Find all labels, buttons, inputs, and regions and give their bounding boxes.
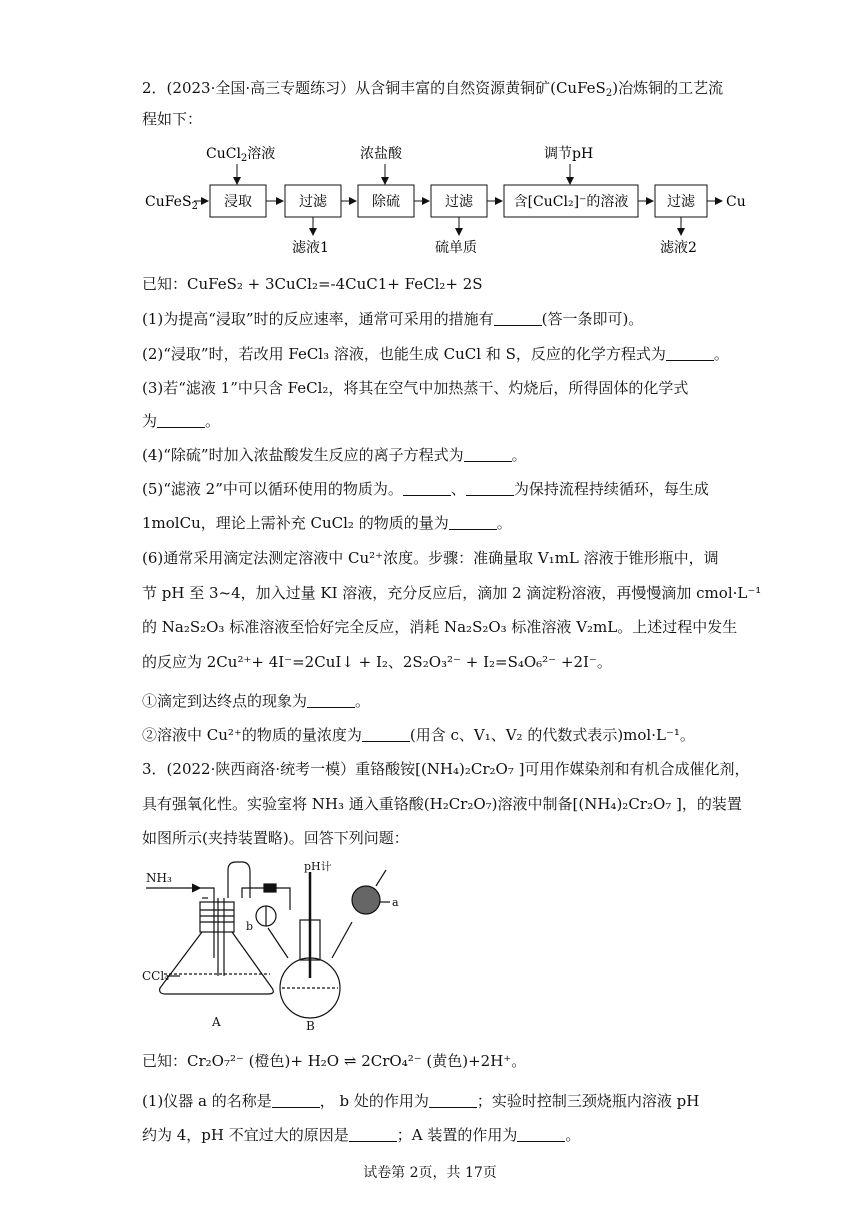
fig-label-a: a xyxy=(392,896,399,909)
q2-header-line1 xyxy=(142,77,723,105)
fig-label-b: b xyxy=(246,920,254,933)
q3-part1-text5: ；A 装置的作用为 xyxy=(396,1126,518,1144)
q2-part4-tail: 。 xyxy=(511,446,527,464)
q2-part2-tail: 。 xyxy=(713,345,729,363)
q2-part7 xyxy=(142,690,370,712)
flow-bottom-filtrate1: 滤液1 xyxy=(292,240,329,256)
q3-part1-text2: ， b 处的作用为 xyxy=(319,1092,429,1110)
q2-part3-text: 为 xyxy=(142,412,158,430)
answer-blank[interactable] xyxy=(666,346,714,361)
q2-part3-tail: 。 xyxy=(205,412,221,430)
q2-header-text: 2．(2023·全国·高三专题练习）从含铜丰富的自然资源黄铜矿(CuFeS xyxy=(142,79,606,97)
fig-label-B: B xyxy=(306,1019,315,1033)
q2-part1 xyxy=(142,308,643,330)
q2-part5-tail2: 。 xyxy=(496,514,512,532)
answer-blank[interactable] xyxy=(157,413,205,428)
fig-label-A: A xyxy=(212,1015,221,1029)
flow-box-solution-label: 含[CuCl₂]⁻的溶液 xyxy=(513,194,629,210)
answer-blank[interactable] xyxy=(517,1127,565,1142)
q3-header-line1: 3．(2022·陕西商洛·统考一模）重铬酸铵[(NH₄)₂Cr₂O₇ ]可用作媒染剂和有机合成催化剂， xyxy=(142,760,750,778)
flow-top-cucl2: CuCl$_2$溶液 xyxy=(206,146,276,164)
answer-blank[interactable] xyxy=(349,1127,397,1142)
q3-header-line3: 如图所示(夹持装置略)。回答下列问题： xyxy=(142,829,409,847)
fig-label-ph: pH计 xyxy=(304,860,332,873)
q2-part7-text: ①滴定到达终点的现象为 xyxy=(142,692,308,710)
answer-blank[interactable] xyxy=(307,693,355,708)
q2-part5-sep: 、 xyxy=(450,480,466,498)
answer-blank[interactable] xyxy=(466,481,514,496)
q2-part3-line1: (3)若“滤液 1”中只含 FeCl₂，将其在空气中加热蒸干、灼烧后，所得固体的化学式 xyxy=(142,379,689,397)
q2-part1-tail: (答一条即可)。 xyxy=(541,310,644,328)
q2-part6-line3: 的 Na₂S₂O₃ 标准溶液至恰好完全反应，消耗 Na₂S₂O₃ 标准溶液 V₂mL。上述过程中发生 xyxy=(142,618,738,636)
q3-part1-line1 xyxy=(142,1090,699,1112)
answer-blank[interactable] xyxy=(494,311,542,326)
q2-part4-text: (4)“除硫”时加入浓盐酸发生反应的离子方程式为 xyxy=(142,446,464,464)
q2-header-tail: )冶炼铜的工艺流 xyxy=(612,79,724,97)
q2-part8-text: ②溶液中 Cu²⁺的物质的量浓度为 xyxy=(142,726,362,744)
q2-part1-text: (1)为提高“浸取”时的反应速率，通常可采用的措施有 xyxy=(142,310,494,328)
fig-label-ccl4: CCl₄ xyxy=(142,969,170,983)
q2-part6-line2: 节 pH 至 3~4，加入过量 KI 溶液，充分反应后，滴加 2 滴淀粉溶液，再慢慢滴加 cmol·L⁻¹ xyxy=(142,584,762,602)
apparatus-figure xyxy=(140,858,600,1038)
q2-part5-text2: 1molCu，理论上需补充 CuCl₂ 的物质的量为 xyxy=(142,514,449,532)
q2-part2 xyxy=(142,343,729,365)
process-flow-diagram xyxy=(0,138,860,258)
flow-end: Cu xyxy=(726,194,746,210)
q3-part1-text3: ；实验时控制三颈烧瓶内溶液 pH xyxy=(476,1092,700,1110)
flow-box-desulfur-label: 除硫 xyxy=(372,194,400,210)
flow-bottom-filtrate2: 滤液2 xyxy=(660,240,697,256)
answer-blank[interactable] xyxy=(403,481,451,496)
flow-box-filter2-label: 过滤 xyxy=(445,194,473,210)
q3-part1-tail: 。 xyxy=(565,1126,581,1144)
q2-part5-text: (5)“滤液 2”中可以循环使用的物质为。 xyxy=(142,480,403,498)
q2-part2-text: (2)“浸取”时，若改用 FeCl₃ 溶液，也能生成 CuCl 和 S，反应的化学方程式为 xyxy=(142,345,666,363)
q3-part1-text: (1)仪器 a 的名称是 xyxy=(142,1092,272,1110)
answer-blank[interactable] xyxy=(272,1093,320,1108)
flow-top-hcl: 浓盐酸 xyxy=(360,146,402,162)
q3-known: 已知：Cr₂O₇²⁻ (橙色)+ H₂O ⇌ 2CrO₄²⁻ (黄色)+2H⁺。 xyxy=(142,1052,527,1070)
flow-bottom-sulfur: 硫单质 xyxy=(435,240,477,256)
q2-part8 xyxy=(142,724,695,746)
flow-top-ph: 调节pH xyxy=(544,146,594,162)
q2-part6-line4: 的反应为 2Cu²⁺+ 4I⁻=2CuI↓ + I₂、2S₂O₃²⁻ + I₂=S₄O₆²⁻ +2I⁻。 xyxy=(142,653,612,671)
page-footer: 试卷第 2页，共 17页 xyxy=(363,1165,497,1181)
q2-part5-tail: 为保持流程持续循环，每生成 xyxy=(513,480,709,498)
q2-part7-tail: 。 xyxy=(355,692,371,710)
answer-blank[interactable] xyxy=(429,1093,477,1108)
q3-part1-line2 xyxy=(142,1124,580,1146)
q2-part4 xyxy=(142,444,527,466)
flow-box-filter3-label: 过滤 xyxy=(667,194,695,210)
q3-part1-text4: 约为 4，pH 不宜过大的原因是 xyxy=(142,1126,349,1144)
q3-header-line2: 具有强氧化性。实验室将 NH₃ 通入重铬酸(H₂Cr₂O₇)溶液中制备[(NH₄)₂Cr₂O₇ ]，的装置 xyxy=(142,795,742,813)
q2-part6-line1: (6)通常采用滴定法测定溶液中 Cu²⁺浓度。步骤：准确量取 V₁mL 溶液于锥形瓶中，调 xyxy=(142,549,719,567)
q2-part8-tail: (用含 c、V₁、V₂ 的代数式表示)mol·L⁻¹。 xyxy=(409,726,695,744)
flow-box-leach-label: 浸取 xyxy=(224,194,252,210)
q2-known: 已知：CuFeS₂ + 3CuCl₂=-4CuC1+ FeCl₂+ 2S xyxy=(142,275,483,293)
answer-blank[interactable] xyxy=(362,727,410,742)
answer-blank[interactable] xyxy=(464,447,512,462)
flow-box-filter1-label: 过滤 xyxy=(299,194,327,210)
q2-header-line2: 程如下： xyxy=(142,110,203,128)
q2-part5-line1 xyxy=(142,478,709,500)
q2-part5-line2 xyxy=(142,512,512,534)
fig-label-nh3: NH₃ xyxy=(146,871,172,885)
answer-blank[interactable] xyxy=(449,515,497,530)
flow-start: CuFeS$_2$ xyxy=(145,194,198,212)
q2-header-sub: 2 xyxy=(605,88,613,99)
q2-part3-line2 xyxy=(142,410,220,432)
